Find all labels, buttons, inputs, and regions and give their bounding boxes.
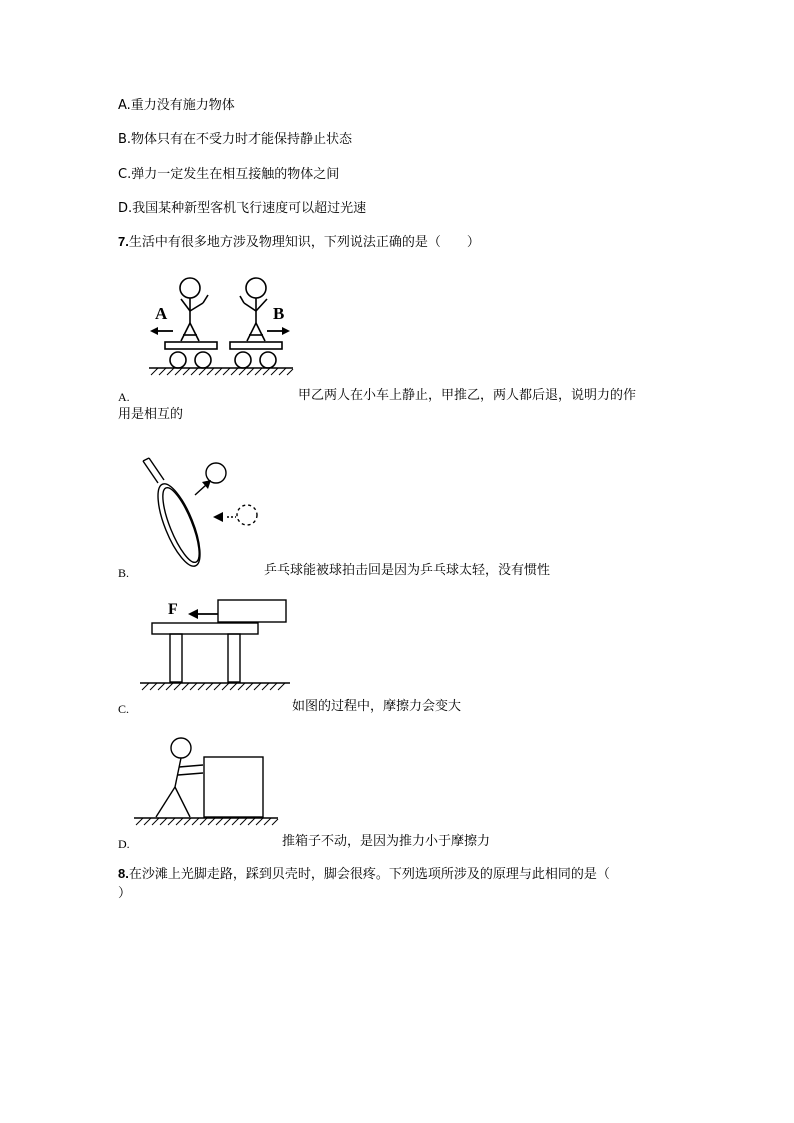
figure-paddle <box>135 455 265 567</box>
option-c-text: 如图的过程中，摩擦力会变大 <box>292 699 462 714</box>
option-c-letter: C. <box>118 702 130 716</box>
option-c-prev: C.弹力一定发生在相互接触的物体之间 <box>118 167 340 182</box>
figure-label-a: A <box>155 304 168 323</box>
option-b-letter: B. <box>118 566 130 580</box>
figure-label-b: B <box>273 304 285 323</box>
carts-diagram <box>145 273 295 383</box>
option-d-letter: D. <box>118 837 130 851</box>
question-7-stem <box>118 232 480 253</box>
option-b-prev: B.物体只有在不受力时才能保持静止状态 <box>118 132 353 147</box>
force-label-f: F <box>168 601 178 618</box>
option-a-text: 甲乙两人在小车上静止，甲推乙，两人都后退，说明力的作 <box>298 388 637 403</box>
question-8-stem-cont: ） <box>118 886 132 901</box>
option-d-text: 推箱子不动，是因为推力小于摩擦力 <box>282 834 491 849</box>
question-8-text: 在沙滩上光脚走路，踩到贝壳时，脚会很疼。下列选项所涉及的原理与此相同的是（ <box>128 867 610 882</box>
push-box-diagram <box>130 731 282 829</box>
figure-push-box <box>130 731 282 829</box>
figure-table <box>140 594 290 692</box>
question-7-number: 7. <box>118 234 129 249</box>
option-a-prev: A.重力没有施力物体 <box>118 98 235 113</box>
option-a-text-cont: 用是相互的 <box>118 407 184 422</box>
option-a-letter: A. <box>118 390 130 404</box>
question-7-text: 生活中有很多地方涉及物理知识，下列说法正确的是（ ） <box>128 235 480 250</box>
table-diagram <box>140 594 290 692</box>
question-8-number: 8. <box>118 866 129 881</box>
question-8-stem <box>118 864 610 885</box>
option-d-prev: D.我国某种新型客机飞行速度可以超过光速 <box>118 201 367 216</box>
paddle-diagram <box>135 455 265 567</box>
option-b-text: 乒乓球能被球拍击回是因为乒乓球太轻，没有惯性 <box>264 563 551 578</box>
figure-carts <box>145 273 295 383</box>
